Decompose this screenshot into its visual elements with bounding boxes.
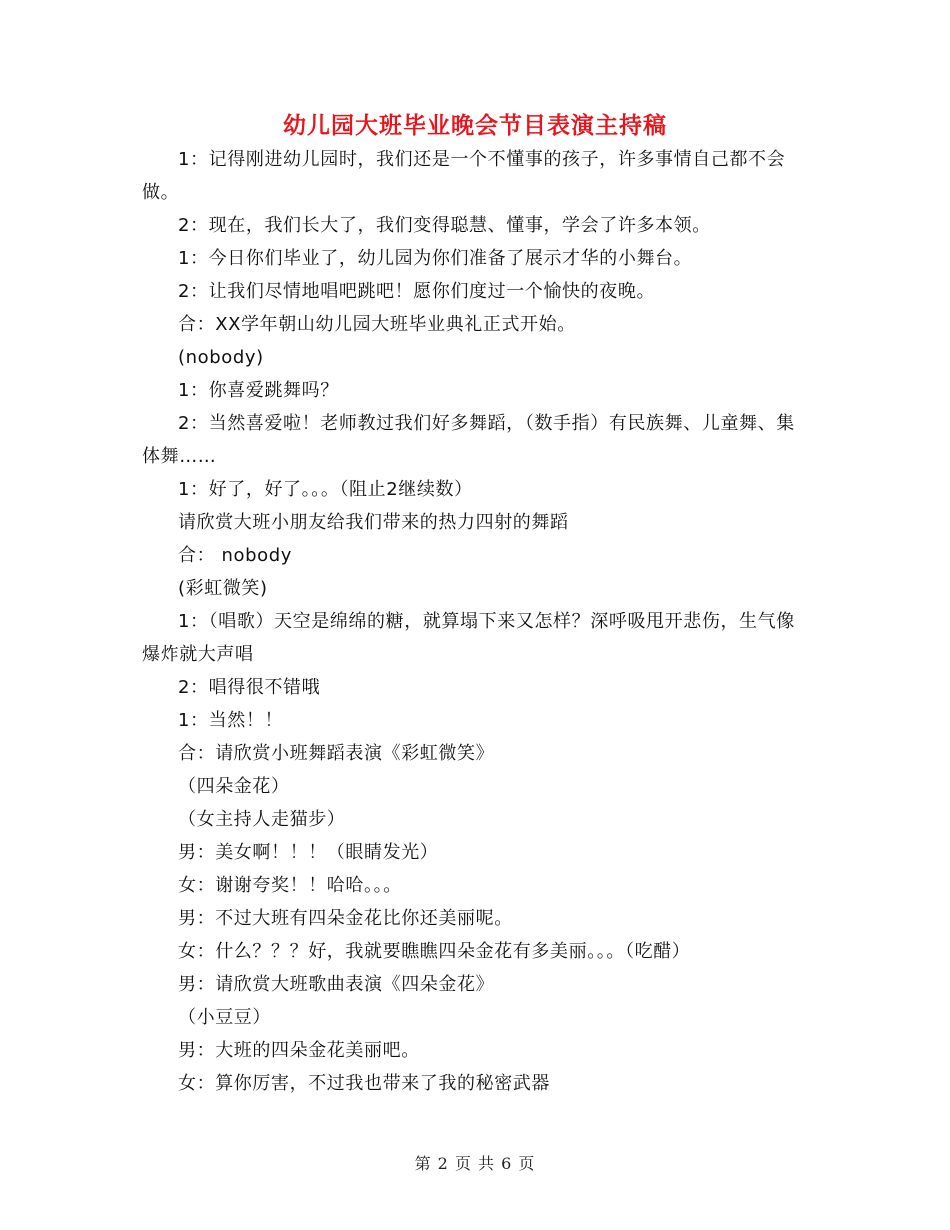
script-line: 请欣赏大班小朋友给我们带来的热力四射的舞蹈 [178,512,569,533]
script-line: 女：谢谢夸奖！！哈哈。。。 [178,875,402,896]
page-footer: 第 2 页 共 6 页 [414,1154,536,1173]
script-line: 2：唱得很不错哦 [178,677,321,698]
script-line: 女：算你厉害，不过我也带来了我的秘密武器 [178,1073,550,1094]
script-line: （小豆豆） [178,1007,271,1028]
script-line: 1：（唱歌）天空是绵绵的糖，就算塌下来又怎样？深呼吸甩开悲伤，生气像爆炸就大声唱 [142,611,795,665]
script-line: 男：不过大班有四朵金花比你还美丽呢。 [178,908,513,929]
script-line: 2：现在，我们长大了，我们变得聪慧、懂事，学会了许多本领。 [178,215,711,236]
script-line: 男：请欣赏大班歌曲表演《四朵金花》 [178,974,495,995]
document-title: 幼儿园大班毕业晚会节目表演主持稿 [283,112,667,139]
script-line: 2：当然喜爱啦！老师教过我们好多舞蹈，（数手指）有民族舞、儿童舞、集体舞…… [142,413,795,467]
script-line: 男：大班的四朵金花美丽吧。 [178,1040,420,1061]
script-line: 合：XX学年朝山幼儿园大班毕业典礼正式开始。 [178,314,576,335]
script-line: 2：让我们尽情地唱吧跳吧！愿你们度过一个愉快的夜晚。 [178,281,656,302]
script-line: 合：请欣赏小班舞蹈表演《彩虹微笑》 [178,743,495,764]
script-line: 男：美女啊！！！（眼睛发光） [178,842,439,863]
script-line: （女主持人走猫步） [178,809,346,830]
script-line: 1：你喜爱跳舞吗？ [178,380,339,401]
script-line: （四朵金花） [178,776,290,797]
script-line: 1：当然！！ [178,710,284,731]
script-line: (彩虹微笑) [178,578,268,599]
script-line: 1：今日你们毕业了，幼儿园为你们准备了展示才华的小舞台。 [178,248,693,269]
script-line: (nobody) [178,347,264,368]
script-line: 女：什么？？？好，我就要瞧瞧四朵金花有多美丽。。。（吃醋） [178,941,691,962]
script-line: 1：记得刚进幼儿园时，我们还是一个不懂事的孩子，许多事情自己都不会做。 [142,149,786,203]
document-body [142,143,810,1100]
script-line: 合： nobody [178,545,293,566]
script-line: 1：好了，好了。。。（阻止2继续数） [178,479,473,500]
